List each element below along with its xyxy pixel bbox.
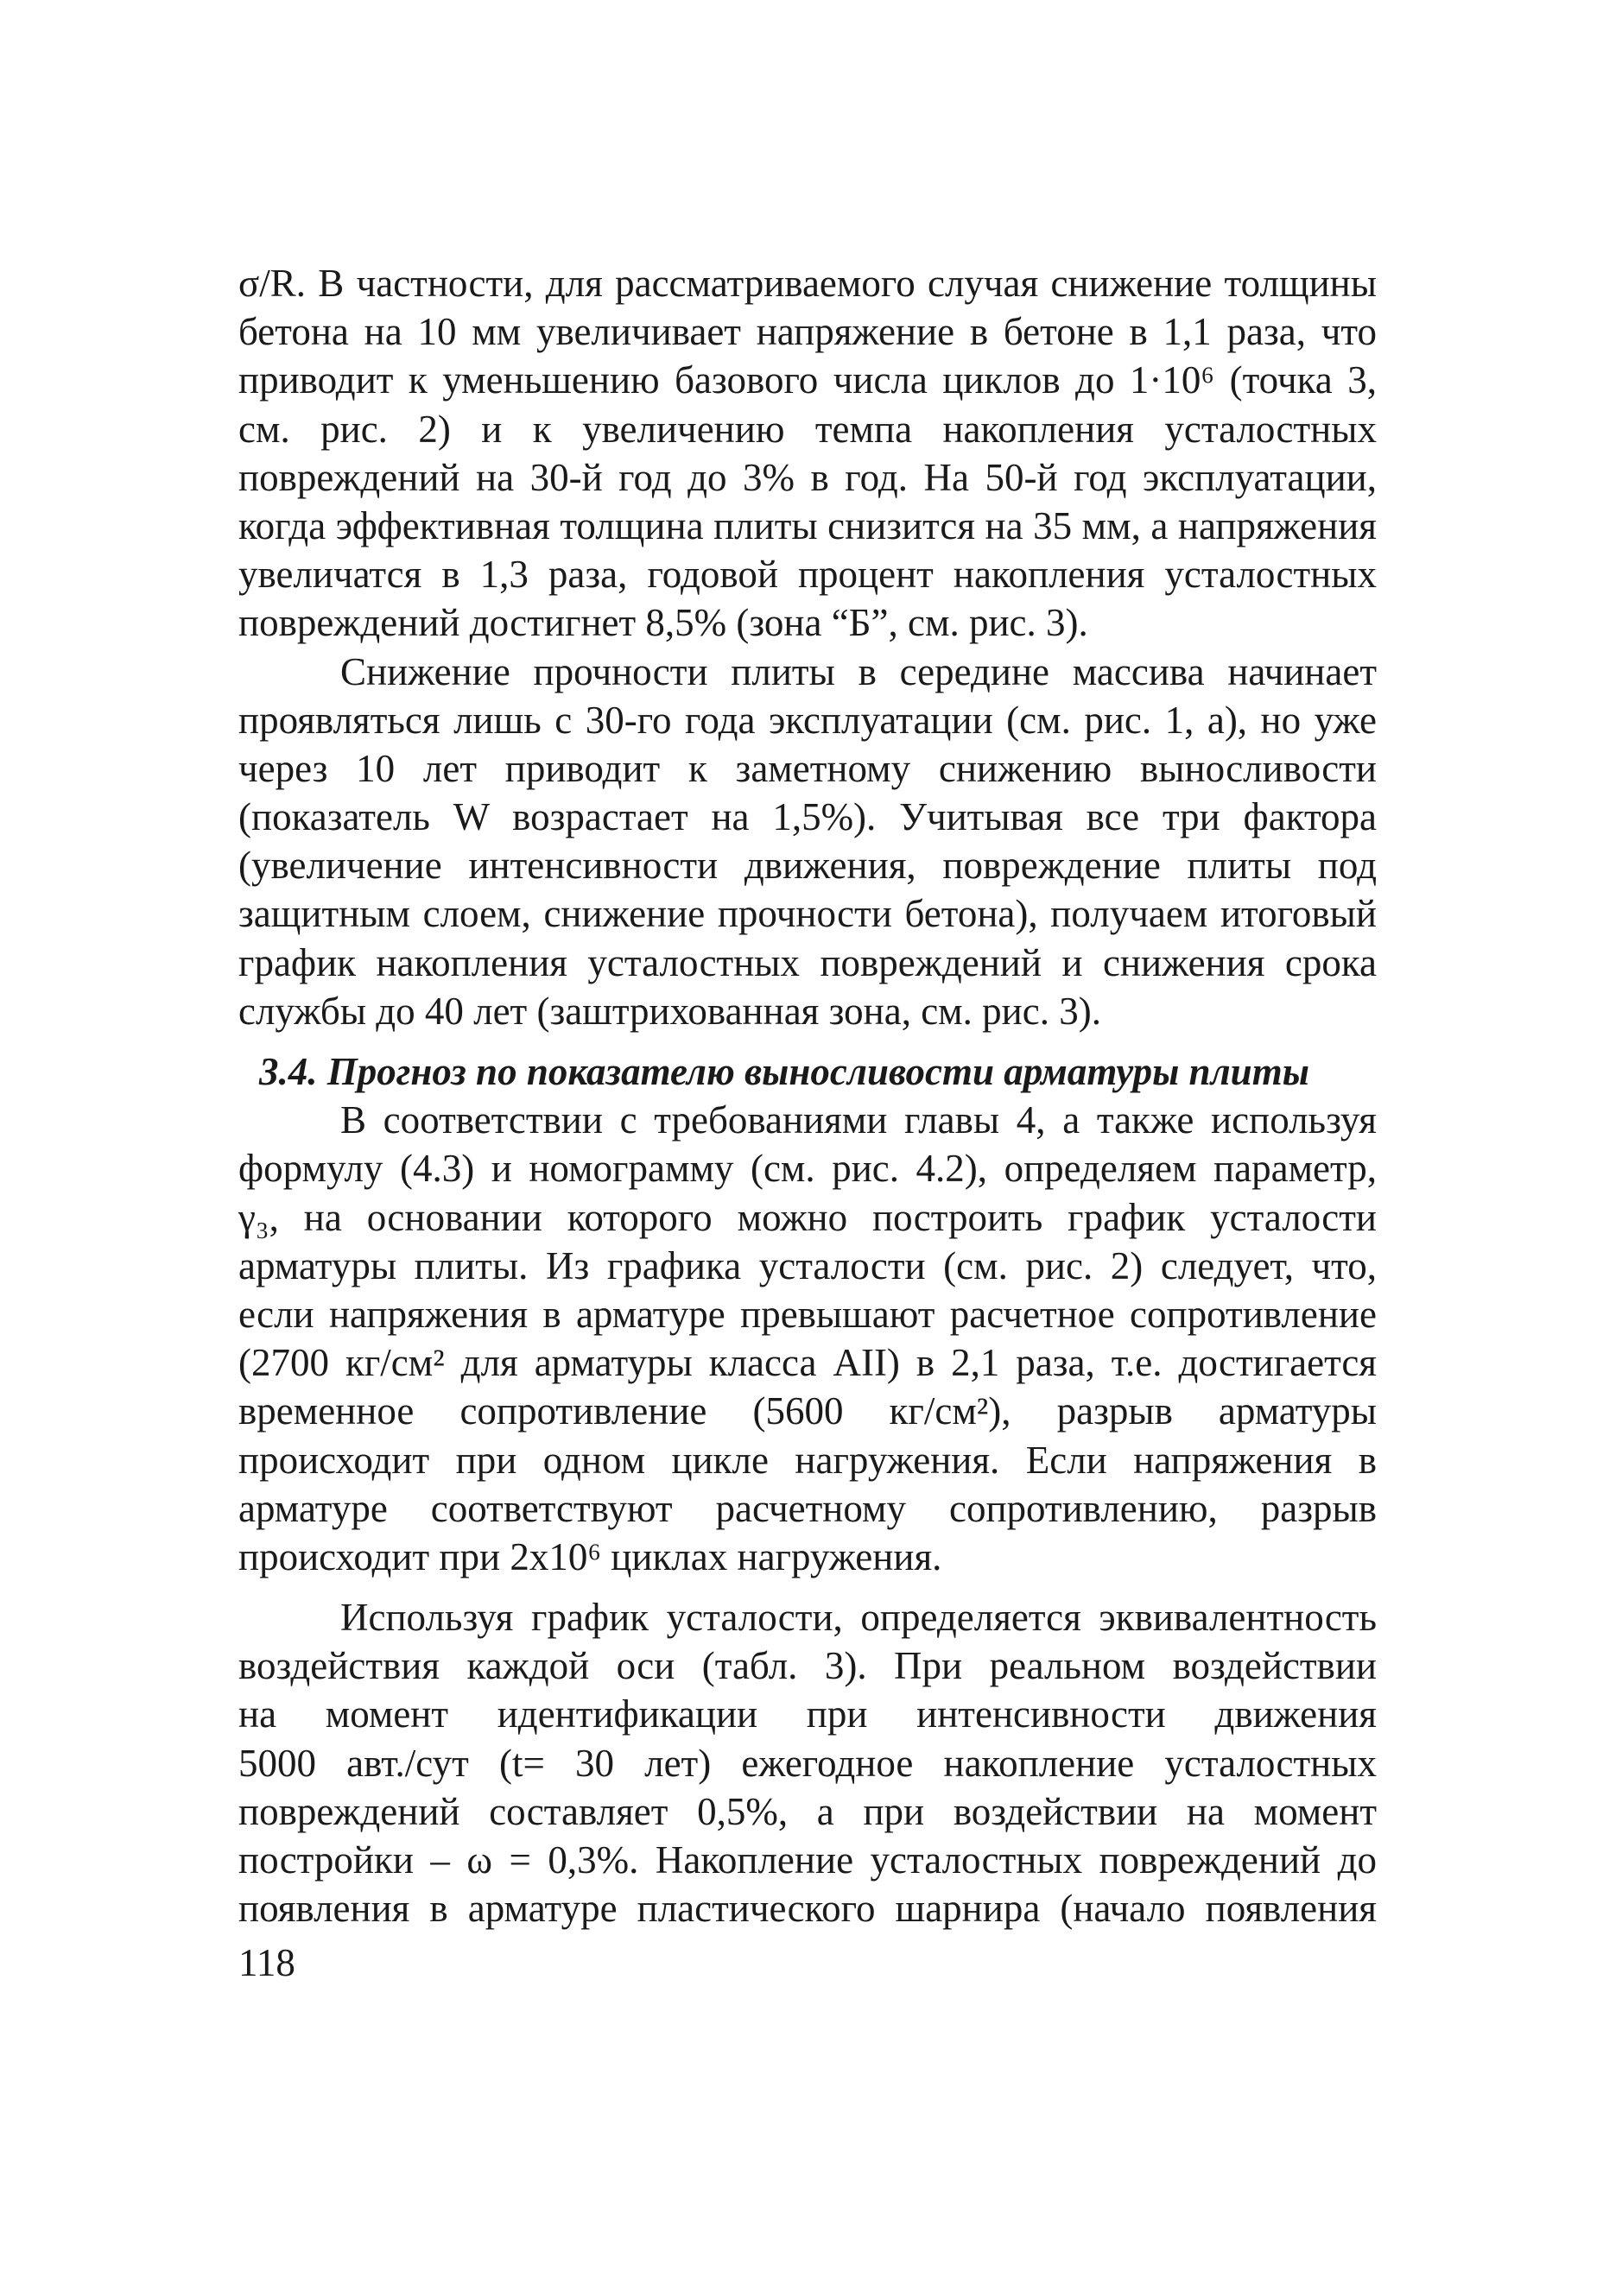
text-line: γ₃, на основании которого можно построить график усталости (238, 1195, 1377, 1239)
text-line: арматуре соответствуют расчетному сопротивлению, разрыв (238, 1486, 1377, 1530)
text-line: происходит при 2х10⁶ циклах нагружения. (238, 1534, 942, 1578)
text-line: через 10 лет приводит к заметному снижению выносливости (238, 746, 1377, 790)
text-line: постройки – ω = 0,3%. Накопление усталостных повреждений до (238, 1838, 1377, 1882)
text-line: когда эффективная толщина плиты снизится на 35 мм, а напряжения (238, 503, 1377, 547)
text-column (238, 259, 1377, 1932)
text-line: на момент идентификации при интенсивности движения (238, 1692, 1377, 1736)
paragraph (238, 259, 1377, 648)
text-line: арматуры плиты. Из графика усталости (см. рис. 2) следует, что, (238, 1243, 1377, 1287)
text-line: (2700 кг/см² для арматуры класса АII) в 2,1 раза, т.е. достигается (238, 1341, 1377, 1385)
text-line: повреждений достигнет 8,5% (зона “Б”, см. рис. 3). (238, 601, 1088, 645)
text-line: происходит при одном цикле нагружения. Если напряжения в (238, 1438, 1377, 1482)
text-line: Используя график усталости, определяется эквивалентность (340, 1596, 1377, 1640)
text-line: см. рис. 2) и к увеличению темпа накопления усталостных (238, 407, 1377, 451)
text-line: В соответствии с требованиями главы 4, а также используя (340, 1098, 1377, 1142)
text-line: график накопления усталостных повреждений и снижения срока (238, 940, 1377, 984)
text-line: (увеличение интенсивности движения, повреждение плиты под (238, 844, 1377, 888)
paragraph (238, 1096, 1377, 1581)
text-line: временное сопротивление (5600 кг/см²), разрыв арматуры (238, 1389, 1377, 1433)
text-line: повреждений на 30-й год до 3% в год. На 50-й год эксплуатации, (238, 455, 1377, 499)
spacer (238, 1581, 1377, 1593)
text-line: если напряжения в арматуре превышают расчетное сопротивление (238, 1292, 1377, 1336)
paragraph (238, 648, 1377, 1036)
text-line: воздействия каждой оси (табл. 3). При реальном воздействии (238, 1644, 1377, 1688)
text-line: Снижение прочности плиты в середине массива начинает (340, 649, 1377, 693)
text-line: увеличатся в 1,3 раза, годовой процент накопления усталостных (238, 553, 1377, 597)
paragraph (238, 1593, 1377, 1932)
text-line: защитным слоем, снижение прочности бетона), получаем итоговый (238, 892, 1377, 936)
text-line: проявляться лишь с 30-го года эксплуатации (см. рис. 1, а), но уже (238, 698, 1377, 742)
text-line: повреждений составляет 0,5%, а при воздействии на момент (238, 1789, 1377, 1833)
text-line: бетона на 10 мм увеличивает напряжение в бетоне в 1,1 раза, что (238, 310, 1377, 354)
section-heading: 3.4. Прогноз по показателю выносливости арматуры плиты (259, 1050, 1309, 1093)
text-line: службы до 40 лет (заштрихованная зона, см. рис. 3). (238, 989, 1101, 1033)
text-line: 5000 авт./сут (t= 30 лет) ежегодное накопление усталостных (238, 1741, 1377, 1785)
page-number: 118 (238, 1941, 295, 1984)
text-line: появления в арматуре пластического шарнира (начало появления (238, 1887, 1377, 1931)
text-line: формулу (4.3) и номограмму (см. рис. 4.2), определяем параметр, (238, 1147, 1377, 1191)
text-line: (показатель W возрастает на 1,5%). Учитывая все три фактора (238, 795, 1377, 839)
text-line: σ/R. В частности, для рассматриваемого случая снижение толщины (238, 262, 1377, 305)
text-line: приводит к уменьшению базового числа циклов до 1·10⁶ (точка 3, (238, 358, 1377, 402)
spacer (238, 1035, 1377, 1047)
